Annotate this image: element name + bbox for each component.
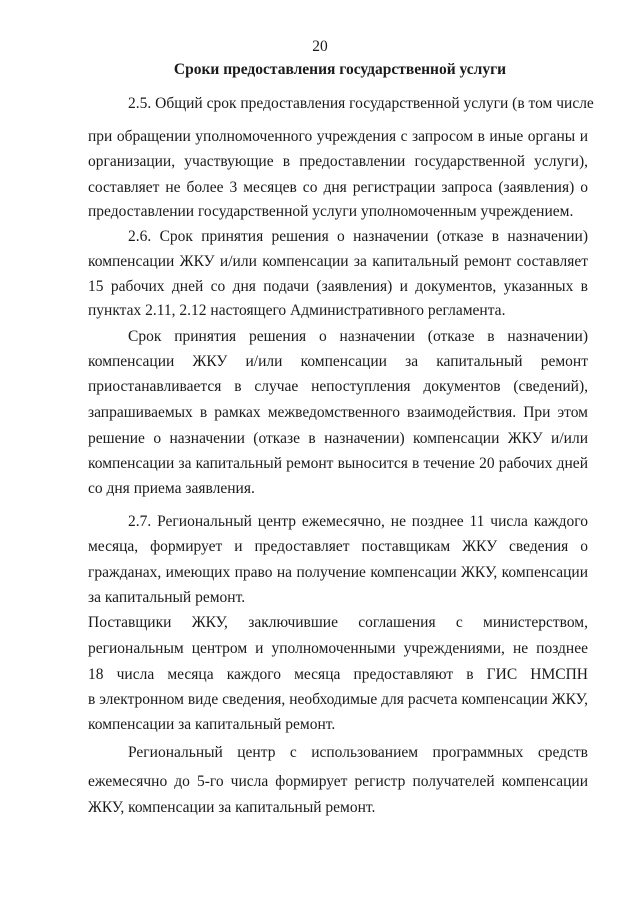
paragraph-suspension-line: компенсации ЖКУ и/или компенсации за капитальный ремонт <box>88 353 588 370</box>
paragraph-suppliers-line: 18 числа месяца каждого месяца предоставляют в ГИС НМСПН <box>88 666 588 683</box>
section-title: Сроки предоставления государственной услуги <box>173 61 507 78</box>
paragraph-2-5-line: составляет не более 3 месяцев со дня регистрации запроса (заявления) о <box>88 179 588 196</box>
paragraph-2-5-line: предоставлении государственной услуги уполномоченным учреждением. <box>88 203 574 220</box>
paragraph-register-line: ЖКУ, компенсации за капитальный ремонт. <box>88 799 376 816</box>
paragraph-suspension-line: Срок принятия решения о назначении (отказе в назначении) <box>128 328 588 345</box>
paragraph-suppliers-line: компенсации за капитальный ремонт. <box>88 716 336 733</box>
paragraph-2-6-line: 15 рабочих дней со дня подачи (заявления) и документов, указанных в <box>88 278 588 295</box>
paragraph-2-7-line: за капитальный ремонт. <box>88 589 246 606</box>
paragraph-2-5-line: организации, участвующие в предоставлении государственной услуги), <box>88 153 588 170</box>
paragraph-register-line: Региональный центр с использованием программных средств <box>128 744 588 761</box>
paragraph-suspension-line: компенсации за капитальный ремонт выносится в течение 20 рабочих дней <box>88 455 588 472</box>
paragraph-suspension-line: решение о назначении (отказе в назначении) компенсации ЖКУ и/или <box>88 430 588 447</box>
paragraph-2-5-line: при обращении уполномоченного учреждения с запросом в иные органы и <box>88 128 588 145</box>
paragraph-2-7-line: гражданах, имеющих право на получение компенсации ЖКУ, компенсации <box>88 564 588 581</box>
paragraph-suppliers-line: Поставщики ЖКУ, заключившие соглашения с министерством, <box>88 614 588 631</box>
paragraph-2-6-line: 2.6. Срок принятия решения о назначении (отказе в назначении) <box>128 228 588 245</box>
page-number: 20 <box>312 38 328 55</box>
paragraph-2-6-line: пунктах 2.11, 2.12 настоящего Административного регламента. <box>88 302 506 319</box>
paragraph-suppliers-line: региональным центром и уполномоченными учреждениями, не позднее <box>88 640 588 657</box>
paragraph-suspension-line: запрашиваемых в рамках межведомственного взаимодействия. При этом <box>88 404 588 421</box>
paragraph-suspension-line: со дня приема заявления. <box>88 480 255 497</box>
paragraph-2-7-line: 2.7. Региональный центр ежемесячно, не позднее 11 числа каждого <box>128 513 588 530</box>
paragraph-suspension-line: приостанавливается в случае непоступления документов (сведений), <box>88 378 588 395</box>
paragraph-suppliers-line: в электронном виде сведения, необходимые для расчета компенсации ЖКУ, <box>88 691 588 708</box>
paragraph-2-5-line: 2.5. Общий срок предоставления государственной услуги (в том числе <box>128 95 594 112</box>
paragraph-2-6-line: компенсации ЖКУ и/или компенсации за капитальный ремонт составляет <box>88 253 588 270</box>
paragraph-register-line: ежемесячно до 5-го числа формирует регистр получателей компенсации <box>88 773 588 790</box>
paragraph-2-7-line: месяца, формирует и предоставляет поставщикам ЖКУ сведения о <box>88 538 588 555</box>
